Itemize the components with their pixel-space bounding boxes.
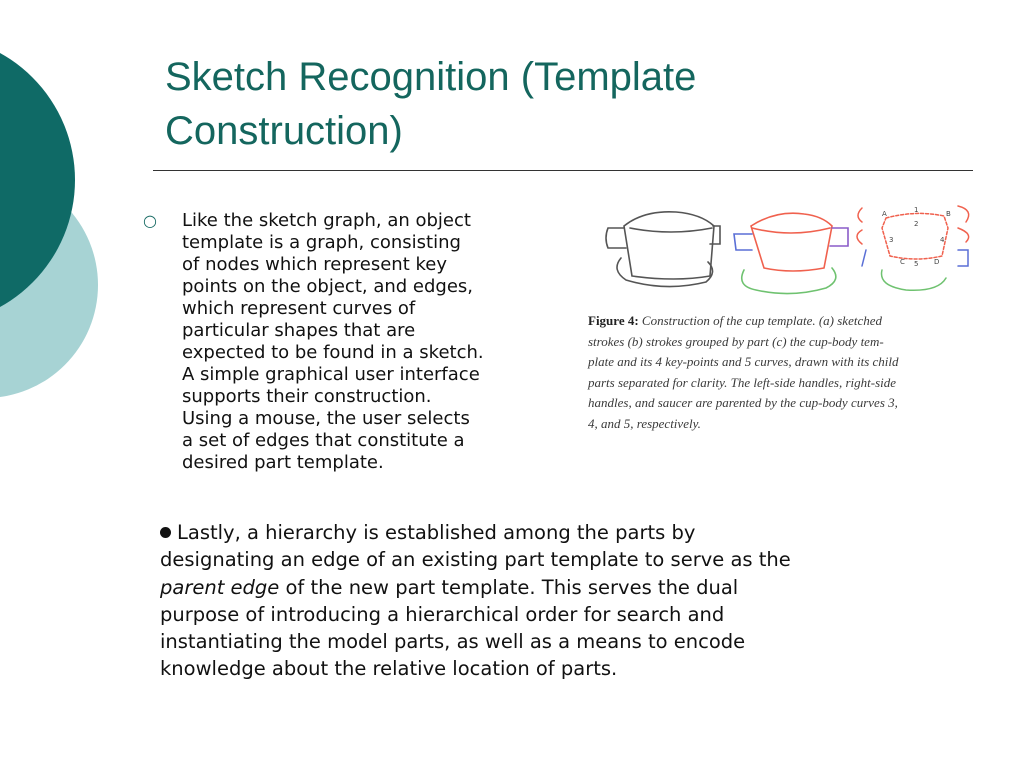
para1-line: desired part template. xyxy=(182,452,384,473)
caption-line: plate and its 4 key-points and 5 curves, drawn with its child xyxy=(588,354,899,370)
para1-line: A simple graphical user interface xyxy=(182,364,480,385)
para2-line: designating an edge of an existing part template to serve as the xyxy=(160,548,791,572)
paragraph-hierarchy xyxy=(160,519,940,683)
curve-label-4: 4 xyxy=(940,236,945,244)
para1-line: Using a mouse, the user selects xyxy=(182,408,470,429)
para1-line: supports their construction. xyxy=(182,386,432,407)
para1-line: of nodes which represent key xyxy=(182,254,447,275)
point-label-a: A xyxy=(882,210,887,218)
figure-caption xyxy=(588,311,1008,435)
decorative-circles xyxy=(0,0,110,420)
curve-label-5: 5 xyxy=(914,260,919,268)
para2-line-text: of the new part template. This serves the dual xyxy=(285,575,739,599)
para2-line: instantiating the model parts, as well as a means to encode xyxy=(160,630,746,654)
point-label-c: C xyxy=(900,258,905,266)
caption-line: 4, and 5, respectively. xyxy=(588,415,701,431)
para1-line: a set of edges that constitute a xyxy=(182,430,465,451)
parent-edge-term: parent edge xyxy=(160,575,280,599)
caption-text: Construction of the cup template. (a) sketched xyxy=(641,313,883,328)
para2-line-text: Lastly, a hierarchy is established among the parts by xyxy=(177,521,696,544)
para1-line: particular shapes that are xyxy=(182,320,416,341)
para2-line xyxy=(160,519,940,546)
title-divider xyxy=(153,170,973,171)
slide-title xyxy=(165,50,965,158)
hollow-bullet-icon: ○ xyxy=(143,211,157,230)
curve-label-3: 3 xyxy=(889,236,894,244)
para1-line: template is a graph, consisting xyxy=(182,232,461,253)
caption-line: strokes (b) strokes grouped by part (c) the cup-body tem- xyxy=(588,333,884,349)
cup-body-template xyxy=(857,206,969,290)
para1-line: Like the sketch graph, an object xyxy=(182,210,471,231)
para2-line: knowledge about the relative location of parts. xyxy=(160,657,618,681)
para1-line: points on the object, and edges, xyxy=(182,276,474,297)
point-label-b: B xyxy=(946,210,951,218)
caption-line: parts separated for clarity. The left-side handles, right-side xyxy=(588,374,897,390)
sketched-strokes-cup xyxy=(606,212,720,287)
caption-line xyxy=(588,311,1008,332)
para1-line: expected to be found in a sketch. xyxy=(182,342,484,363)
filled-bullet-icon xyxy=(160,527,171,538)
para1-line: which represent curves of xyxy=(182,298,416,319)
curve-label-1: 1 xyxy=(914,206,919,214)
point-label-d: D xyxy=(934,258,940,266)
curve-label-2: 2 xyxy=(914,220,919,228)
para2-line: purpose of introducing a hierarchical order for search and xyxy=(160,602,725,626)
title-line-2: Construction) xyxy=(165,109,403,153)
title-line-1: Sketch Recognition (Template xyxy=(165,55,697,99)
para2-line xyxy=(160,574,940,601)
grouped-strokes-cup xyxy=(734,213,848,293)
caption-line: handles, and saucer are parented by the cup-body curves 3, xyxy=(588,395,898,411)
paragraph-template-graph xyxy=(182,210,582,474)
caption-label: Figure 4: xyxy=(588,313,639,328)
